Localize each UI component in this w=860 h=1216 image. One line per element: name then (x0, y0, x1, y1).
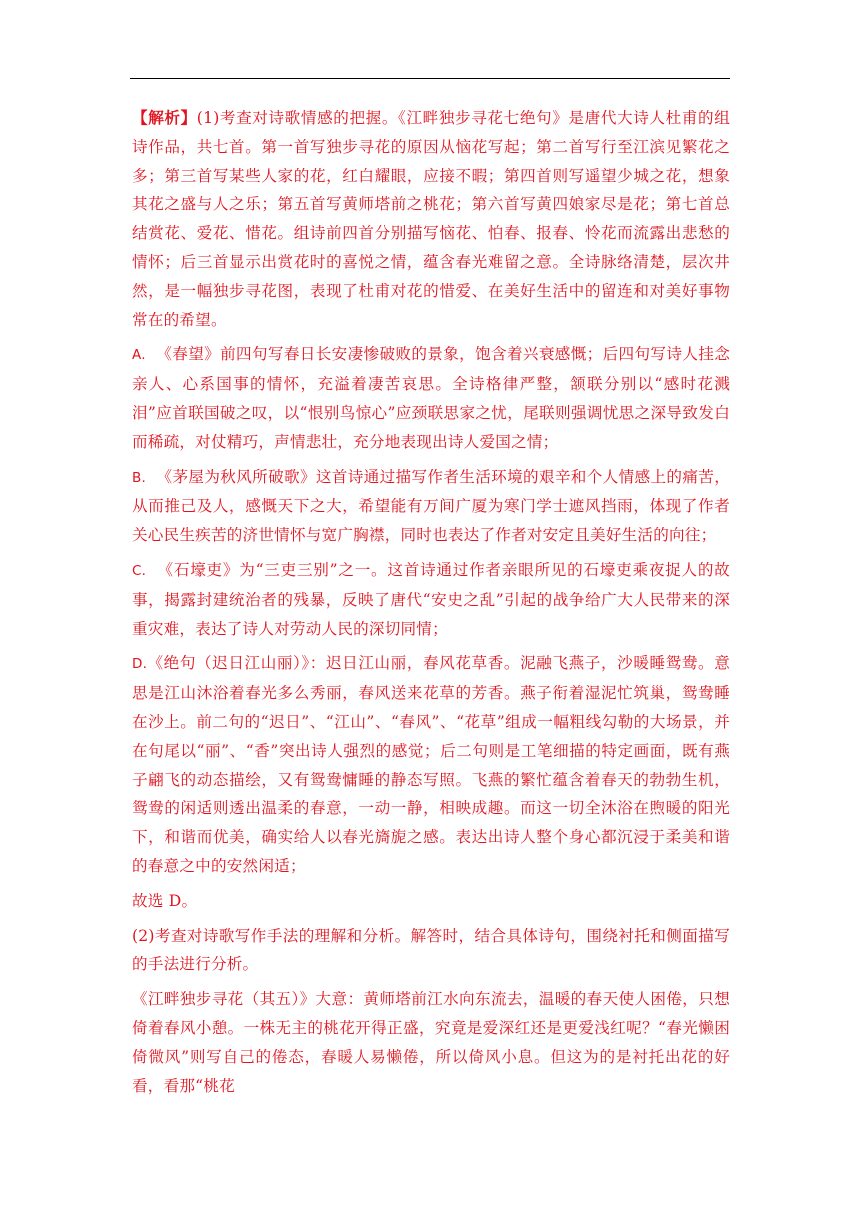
paragraph-text: 《茅屋为秋风所破歌》这首诗通过描写作者生活环境的艰辛和个人情感上的痛苦，从而推己及人，感慨天下之大，希望能有万间广厦为寒门学士遮风挡雨，体现了作者关心民生疾苦的济世情怀与宽广胸襟，同时也表达了作者对安定且美好生活的向往； (132, 467, 730, 545)
option-label: C. (132, 562, 147, 579)
option-label: A. (132, 347, 146, 364)
analysis-intro-paragraph (132, 104, 730, 334)
paragraph-text: 《江畔独步寻花（其五）》大意：黄师塔前江水向东流去，温暖的春天使人困倦，只想倚着春风小憩。一株无主的桃花开得正盛，究竟是爱深红还是更爱浅红呢？“春光懒困倚微风”则写自己的倦态，春暖人易懒倦，所以倚风小息。但这为的是衬托出花的好看，看那“桃花 (132, 990, 730, 1095)
option-label: B. (132, 469, 146, 486)
option-label: D. (132, 656, 148, 673)
answer-line (132, 887, 730, 916)
part-two-paragraph (132, 922, 730, 980)
option-a-paragraph (132, 340, 730, 456)
document-body (132, 104, 730, 1100)
poem-meaning-paragraph (132, 985, 730, 1100)
paragraph-text: (1)考查对诗歌情感的把握。《江畔独步寻花七绝句》是唐代大诗人杜甫的组诗作品，共七首。第一首写独步寻花的原因从恼花写起；第二首写行至江滨见繁花之多；第三首写某些人家的花，红白耀眼，应接不暇；第四首则写遥望少城之花，想象其花之盛与人之乐；第五首写黄师塔前之桃花；第六首写黄四娘家尽是花；第七首总结赏花、爱花、惜花。组诗前四首分别描写恼花、怕春、报春、怜花而流露出悲愁的情怀；后三首显示出赏花时的喜悦之情，蕴含春光难留之意。全诗脉络清楚，层次井然，是一幅独步寻花图，表现了杜甫对花的惜爱、在美好生活中的留连和对美好事物常在的希望。 (132, 109, 730, 329)
paragraph-text: 《春望》前四句写春日长安凄惨破败的景象，饱含着兴衰感慨；后四句写诗人挂念亲人、心系国事的情怀，充溢着凄苦哀思。全诗格律严整，颔联分别以“感时花溅泪”应首联国破之叹，以“恨别鸟惊心”应颈联思家之忧，尾联则强调忧思之深导致发白而稀疏，对仗精巧，声情悲壮，充分地表现出诗人爱国之情； (132, 345, 730, 451)
option-c-paragraph (132, 556, 730, 643)
option-d-paragraph (132, 649, 730, 880)
header-rule (130, 78, 730, 79)
paragraph-text: (2)考查对诗歌写作手法的理解和分析。解答时，结合具体诗句，围绕衬托和侧面描写的手法进行分析。 (132, 926, 730, 974)
paragraph-text: 《石壕吏》为“三吏三别”之一。这首诗通过作者亲眼所见的石壕吏乘夜捉人的故事，揭露封建统治者的残暴，反映了唐代“安史之乱”引起的战争给广大人民带来的深重灾难，表达了诗人对劳动人民的深切同情； (132, 560, 730, 638)
paragraph-text: 故选 D。 (132, 891, 198, 910)
analysis-label: 【解析】 (132, 108, 197, 127)
paragraph-text: 《绝句（迟日江山丽）》：迟日江山丽，春风花草香。泥融飞燕子，沙暖睡鸳鸯。意思是江山沐浴着春光多么秀丽，春风送来花草的芳香。燕子衔着湿泥忙筑巢，鸳鸯睡在沙上。前二句的“迟日”、“江山”、“春风”、“花草”组成一幅粗线勾勒的大场景，并在句尾以“丽”、“香”突出诗人强烈的感觉；后二句则是工笔细描的特定画面，既有燕子翩飞的动态描绘，又有鸳鸯慵睡的静态写照。飞燕的繁忙蕴含着春天的勃勃生机，鸳鸯的闲适则透出温柔的春意，一动一静，相映成趣。而这一切全沐浴在煦暖的阳光下，和谐而优美，确实给人以春光旖旎之感。表达出诗人整个身心都沉浸于柔美和谐的春意之中的安然闲适； (132, 654, 730, 875)
option-b-paragraph (132, 463, 730, 550)
